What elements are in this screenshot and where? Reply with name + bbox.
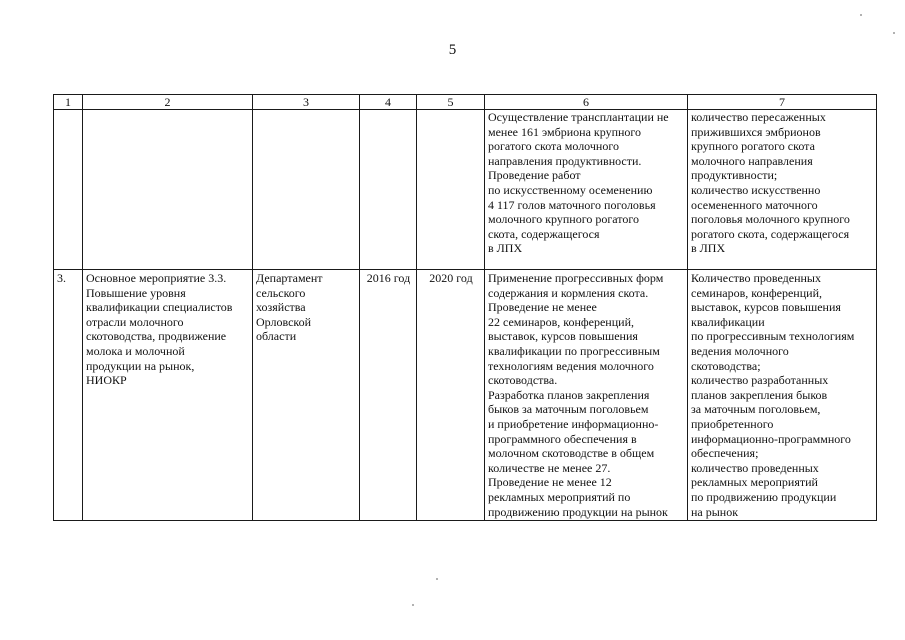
text-line: Повышение уровня bbox=[86, 285, 186, 300]
column-number-4: 4 bbox=[360, 95, 417, 110]
text-line: продуктивности; bbox=[691, 168, 778, 183]
cell-executor bbox=[253, 270, 360, 521]
text-line: рогатого скота молочного bbox=[488, 139, 619, 154]
text-line: 4 117 голов маточного поголовья bbox=[488, 197, 656, 212]
text-line: рекламных мероприятий по bbox=[488, 489, 631, 504]
text-line: по искусственному осеменению bbox=[488, 182, 653, 197]
cell-empty bbox=[417, 110, 485, 270]
cell-empty bbox=[54, 110, 83, 270]
column-number-7: 7 bbox=[688, 95, 877, 110]
text-line: обеспечения; bbox=[691, 446, 759, 461]
cell-empty bbox=[83, 110, 253, 270]
text-line: количество разработанных bbox=[691, 373, 829, 388]
text-line: Количество проведенных bbox=[691, 271, 821, 285]
text-line: скотоводства; bbox=[691, 358, 761, 373]
text-line: молока и молочной bbox=[86, 343, 185, 358]
text-line: Проведение не менее bbox=[488, 300, 597, 315]
scan-speck bbox=[436, 578, 438, 580]
text-line: содержания и кормления скота. bbox=[488, 285, 649, 300]
text-line: информационно-программного bbox=[691, 431, 851, 446]
text-line: по прогрессивным технологиям bbox=[691, 329, 855, 344]
table-row-continuation bbox=[54, 110, 877, 270]
scan-speck bbox=[860, 14, 862, 16]
text-line: квалификации bbox=[691, 314, 765, 329]
cell-row-number: 3. bbox=[54, 270, 83, 521]
text-line: в ЛПХ bbox=[691, 241, 726, 256]
text-line: прижившихся эмбрионов bbox=[691, 124, 821, 139]
text-line: за маточным поголовьем, bbox=[691, 402, 821, 417]
text-line: Департамент bbox=[256, 271, 323, 285]
text-line: Разработка планов закрепления bbox=[488, 387, 650, 402]
text-line: молочного крупного рогатого bbox=[488, 212, 639, 227]
scan-speck bbox=[893, 32, 895, 34]
text-line: хозяйства bbox=[256, 300, 306, 315]
cell-empty bbox=[253, 110, 360, 270]
text-line: скотоводства, продвижение bbox=[86, 329, 227, 344]
text-line: планов закрепления быков bbox=[691, 387, 828, 402]
table-header-row bbox=[54, 95, 877, 110]
text-line: выставок, курсов повышения bbox=[488, 329, 638, 344]
column-number-3: 3 bbox=[253, 95, 360, 110]
text-line: технологиям ведения молочного bbox=[488, 358, 654, 373]
column-number-2: 2 bbox=[83, 95, 253, 110]
text-line: Применение прогрессивных форм bbox=[488, 271, 664, 285]
text-line: сельского bbox=[256, 285, 306, 300]
text-line: продукции на рынок, bbox=[86, 358, 195, 373]
text-line: приобретенного bbox=[691, 416, 774, 431]
text-line: по продвижению продукции bbox=[691, 489, 837, 504]
text-line: Орловской bbox=[256, 314, 312, 329]
text-line: выставок, курсов повышения bbox=[691, 300, 841, 315]
text-line: квалификации по прогрессивным bbox=[488, 343, 660, 358]
text-line: 22 семинаров, конференций, bbox=[488, 314, 634, 329]
scan-speck bbox=[412, 604, 414, 606]
text-line: рогатого скота, содержащегося bbox=[691, 226, 850, 241]
text-line: количество искусственно bbox=[691, 182, 821, 197]
text-line: ведения молочного bbox=[691, 343, 789, 358]
text-line: НИОКР bbox=[86, 373, 127, 388]
text-line: семинаров, конференций, bbox=[691, 285, 822, 300]
text-line: в ЛПХ bbox=[488, 241, 523, 256]
cell-indicators bbox=[688, 270, 877, 521]
text-line: крупного рогатого скота bbox=[691, 139, 815, 154]
text-line: на рынок bbox=[691, 504, 739, 519]
text-line: быков за маточным поголовьем bbox=[488, 402, 649, 417]
cell-indicators bbox=[688, 110, 877, 270]
text-line: продвижению продукции на рынок bbox=[488, 504, 668, 519]
text-line: поголовья молочного крупного bbox=[691, 212, 850, 227]
text-line: направления продуктивности. bbox=[488, 153, 642, 168]
text-line: области bbox=[256, 329, 297, 344]
text-line: количество проведенных bbox=[691, 460, 819, 475]
text-line: отрасли молочного bbox=[86, 314, 184, 329]
table-row-measure-3-3 bbox=[54, 270, 877, 521]
text-line: Основное мероприятие 3.3. bbox=[86, 271, 227, 285]
cell-measure-name bbox=[83, 270, 253, 521]
cell-empty bbox=[360, 110, 417, 270]
text-line: скотоводства. bbox=[488, 373, 558, 388]
text-line: квалификации специалистов bbox=[86, 300, 233, 315]
page-number: 5 bbox=[448, 42, 457, 58]
text-line: и приобретение информационно- bbox=[488, 416, 659, 431]
column-number-5: 5 bbox=[417, 95, 485, 110]
text-line: молочного направления bbox=[691, 153, 813, 168]
text-line: количество пересаженных bbox=[691, 110, 826, 124]
text-line: Осуществление трансплантации не bbox=[488, 110, 669, 124]
text-line: скота, содержащегося bbox=[488, 226, 600, 241]
cell-activities bbox=[485, 110, 688, 270]
cell-end-year: 2020 год bbox=[417, 270, 485, 521]
text-line: Проведение не менее 12 bbox=[488, 475, 612, 490]
text-line: количестве не менее 27. bbox=[488, 460, 611, 475]
text-line: Проведение работ bbox=[488, 168, 581, 183]
text-line: рекламных мероприятий bbox=[691, 475, 818, 490]
text-line: молочном скотоводстве в общем bbox=[488, 446, 655, 461]
text-line: программного обеспечения в bbox=[488, 431, 637, 446]
column-number-6: 6 bbox=[485, 95, 688, 110]
text-line: осемененного маточного bbox=[691, 197, 818, 212]
program-measures-table bbox=[53, 94, 877, 521]
cell-activities bbox=[485, 270, 688, 521]
column-number-1: 1 bbox=[54, 95, 83, 110]
text-line: менее 161 эмбриона крупного bbox=[488, 124, 642, 139]
cell-start-year: 2016 год bbox=[360, 270, 417, 521]
